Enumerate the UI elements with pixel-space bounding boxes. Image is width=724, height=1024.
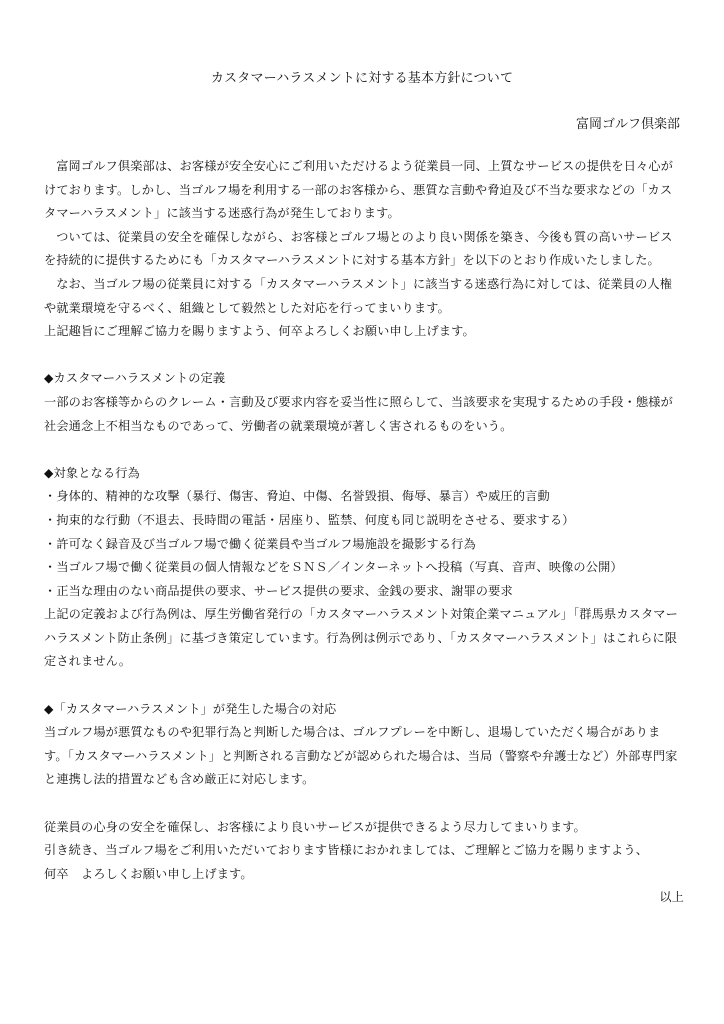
target-item: ・拘束的な行動（不退去、長時間の電話・居座り、監禁、何度も同じ説明をさせる、要求する） [44,512,575,527]
document-author: 富岡ゴルフ倶楽部 [575,117,680,132]
target-item: ・当ゴルフ場で働く従業員の個人情報などをＳＮＳ／インターネットへ投稿（写真、音声、映像の公開） [44,560,623,575]
section-gap [44,792,684,816]
response-text: 当ゴルフ場が悪質なものや犯罪行為と判断した場合は、ゴルフプレーを中断し、退場していただく場合があります。「カスタマーハラスメント」と判断される言動などが認められた場合は、当局（警察や弁護士など）外部専門家と連携し法的措置なども含め厳正に対応します。 [44,725,678,787]
end-mark: 以上 [659,890,684,905]
intro-paragraph-2: ついては、従業員の安全を確保しながら、お客様とゴルフ場とのより良い関係を築き、今後も質の高いサービスを持続的に提供するためにも「カスタマーハラスメントに対する基本方針」を以下のとおり作成いたしました。 [44,229,673,268]
intro-paragraph-4: 上記趣旨にご理解ご協力を賜りますよう、何卒よろしくお願い申し上げます。 [44,324,475,339]
document-title: カスタマーハラスメントに対する基本方針について [210,71,514,86]
response-heading: ◆「カスタマーハラスメント」が発生した場合の対応 [44,701,337,716]
intro-paragraph-1: 富岡ゴルフ倶楽部は、お客様が安全安心にご利用いただけるよう従業員一同、上質なサービスの提供を日々心がけております。しかし、当ゴルフ場を利用する一部のお客様から、悪質な言動や脅迫及び不当な要求などの「カスタマーハラスメント」に該当する迷惑行為が発生しております。 [44,159,674,221]
section-gap [44,438,684,462]
definition-text: 一部のお客様等からのクレーム・言動及び要求内容を妥当性に照らして、当該要求を実現するための手段・態様が社会通念上不相当なものであって、労働者の就業環境が著しく害されるものをいう。 [44,394,673,433]
closing-line: 引き続き、当ゴルフ場をご利用いただいております皆様におかれましては、ご理解とご協力を賜りますよう、 [44,843,649,858]
closing-line: 何卒 よろしくお願い申し上げます。 [44,866,253,881]
targets-note: 上記の定義および行為例は、厚生労働省発行の「カスタマーハラスメント対策企業マニュアル」「群馬県カスタマーハラスメント防止条例」に基づき策定しています。行為例は例示であり、「カスタマーハラスメント」はこれらに限定されません。 [44,607,678,669]
section-gap [44,344,684,368]
target-item: ・正当な理由のない商品提供の要求、サービス提供の要求、金銭の要求、謝罪の要求 [44,583,513,598]
targets-heading: ◆対象となる行為 [44,465,140,480]
section-gap [44,674,684,698]
target-item: ・身体的、精神的な攻撃（暴行、傷害、脅迫、中傷、名誉毀損、侮辱、暴言）や威圧的言動 [44,489,550,504]
target-item: ・許可なく録音及び当ゴルフ場で働く従業員や当ゴルフ場施設を撮影する行為 [44,536,476,551]
intro-paragraph-3: なお、当ゴルフ場の従業員に対する「カスタマーハラスメント」に該当する迷惑行為に対しては、従業員の人権や就業環境を守るべく、組織として毅然とした対応を行ってまいります。 [44,276,673,315]
document-body [44,155,684,910]
closing-line: 従業員の心身の安全を確保し、お客様により良いサービスが提供できるよう尽力してまいります。 [44,819,586,834]
definition-heading: ◆カスタマーハラスメントの定義 [44,371,226,386]
